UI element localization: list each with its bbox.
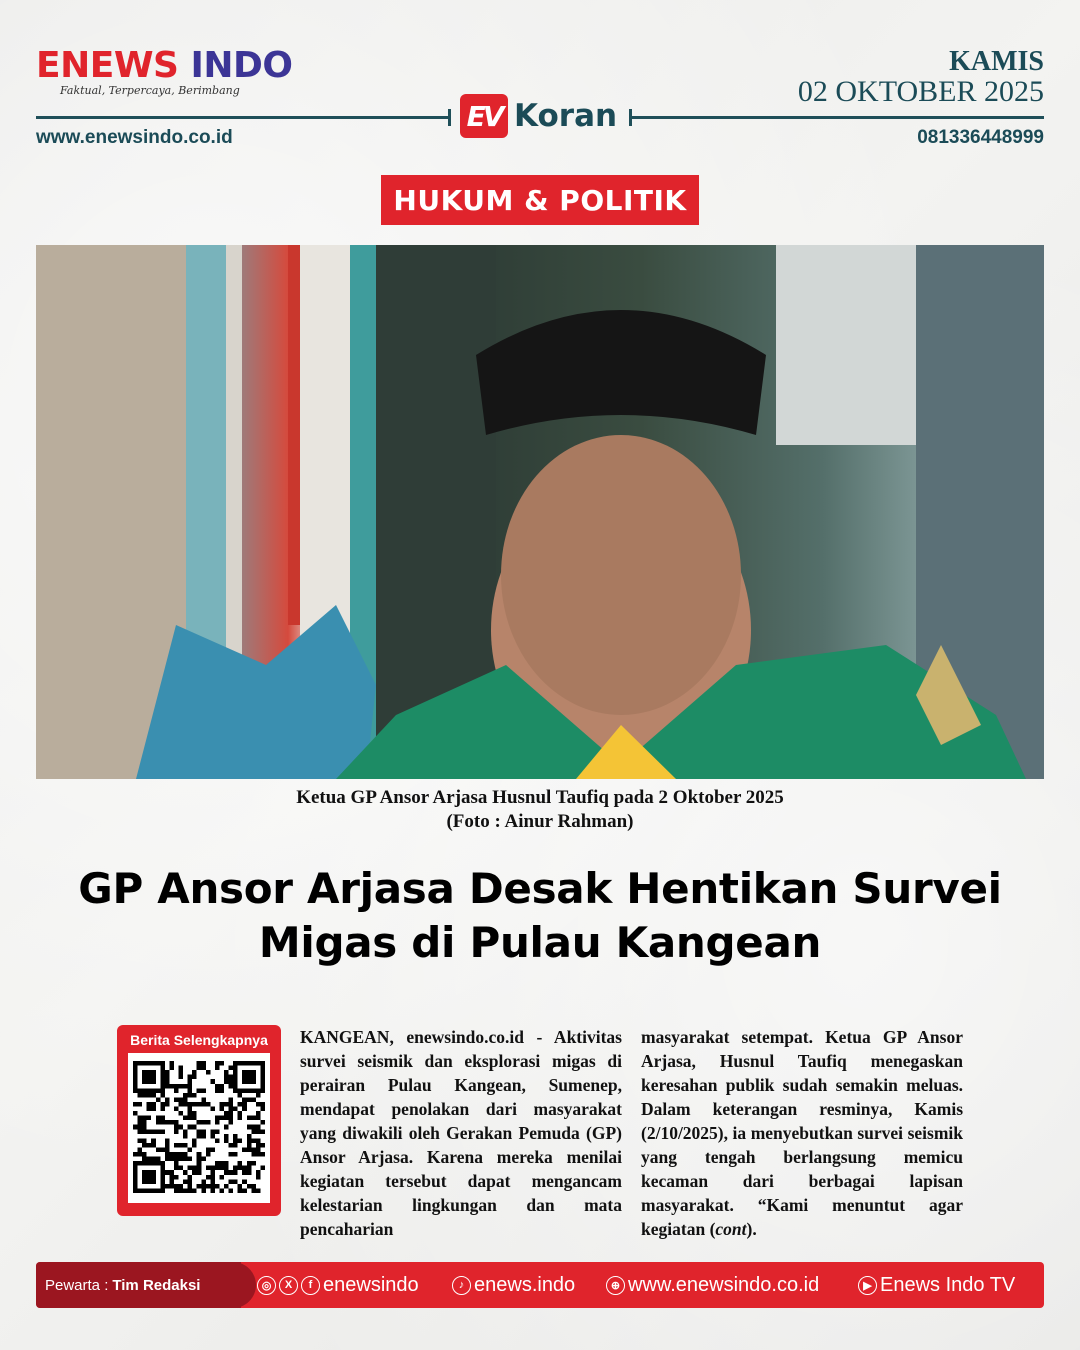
- photo-caption-line1: Ketua GP Ansor Arjasa Husnul Taufiq pada 2 Oktober 2025: [296, 787, 784, 808]
- footer-bar: [36, 1262, 1044, 1308]
- instagram-icon: ◎: [257, 1276, 276, 1295]
- brand-logo: [36, 46, 293, 97]
- article-column-2: masyarakat setempat. Ketua GP Ansor Arjasa, Husnul Taufiq menegaskan keresahan publik sudah semakin meluas. Dalam keterangan resminya, Kamis (2/10/2025), ia menyebutkan survei seismik yang tengah berlangsung memicu kecaman dari berbagai lapisan masyarakat. “Kami menuntut agar kegiatan (cont).: [641, 1027, 963, 1239]
- headline-line2: Migas di Pulau Kangean: [258, 918, 822, 967]
- edition-badge: [460, 94, 617, 138]
- issue-date: [798, 48, 1044, 108]
- pewarta-prefix: Pewarta :: [45, 1276, 109, 1294]
- photo-caption-credit: (Foto : Ainur Rahman): [446, 811, 634, 832]
- edition-label: Koran: [514, 98, 618, 134]
- brand-tagline: Faktual, Terpercaya, Berimbang: [60, 84, 240, 97]
- category-badge: HUKUM & POLITIK: [381, 175, 699, 225]
- qr-label: Berita Selengkapnya: [130, 1032, 268, 1048]
- ev-logo-icon: EV: [460, 94, 508, 138]
- facebook-icon: f: [301, 1276, 320, 1295]
- issue-day: KAMIS: [949, 46, 1044, 77]
- qr-code[interactable]: [128, 1053, 270, 1203]
- footer-social-link[interactable]: [257, 1262, 419, 1308]
- brand-name: [36, 46, 293, 86]
- footer-website: www.enewsindo.co.id: [628, 1273, 820, 1296]
- photo-caption: [36, 786, 1044, 834]
- brand-name-part2: INDO: [190, 45, 293, 86]
- tiktok-icon: ♪: [452, 1276, 471, 1295]
- globe-icon: ⊕: [606, 1276, 625, 1295]
- footer-youtube: Enews Indo TV: [880, 1273, 1016, 1296]
- qr-code-icon: [133, 1061, 265, 1193]
- footer-social-handle: enewsindo: [323, 1273, 419, 1296]
- qr-card[interactable]: [117, 1025, 281, 1216]
- header-rule-cap: [448, 109, 451, 126]
- headline-line1: GP Ansor Arjasa Desak Hentikan Survei: [78, 864, 1002, 913]
- header-rule-left: [36, 116, 448, 119]
- issue-date-text: 02 OKTOBER 2025: [797, 75, 1044, 108]
- header-website-link[interactable]: www.enewsindo.co.id: [36, 127, 233, 148]
- pewarta-label: [36, 1262, 241, 1308]
- footer-website-link[interactable]: [606, 1262, 819, 1308]
- footer-tiktok-link[interactable]: [452, 1262, 575, 1308]
- article-photo: [36, 245, 1044, 779]
- article-headline: [30, 862, 1050, 970]
- pewarta-name: Tim Redaksi: [112, 1276, 201, 1294]
- footer-tiktok-handle: enews.indo: [474, 1273, 576, 1296]
- article-column-2-end: ).: [746, 1219, 757, 1239]
- article-column-1: KANGEAN, enewsindo.co.id - Aktivitas survei seismik dan eksplorasi migas di perairan Pulau Kangean, Sumenep, mendapat penolakan dari masyarakat yang diwakili oleh Gerakan Pemuda (GP) Ansor Arjasa. Karena mereka menilai kegiatan tersebut dapat mengancam kelestarian lingkungan dan mata pencaharian: [300, 1027, 622, 1239]
- article-column-2-text: masyarakat setempat. Ketua GP Ansor Arjasa, Husnul Taufiq menegaskan keresahan publik sudah semakin meluas. Dalam keterangan resminya, Kamis (2/10/2025), ia menyebutkan survei seismik yang tengah berlangsung memicu kecaman dari berbagai lapisan masyarakat. “Kami menuntut agar kegiatan: [641, 1027, 963, 1239]
- footer-youtube-link[interactable]: [858, 1262, 1015, 1308]
- brand-name-part1: ENEWS: [36, 45, 179, 86]
- header-rule-right: [632, 116, 1044, 119]
- x-icon: X: [279, 1276, 298, 1295]
- header-rule-cap: [629, 109, 632, 126]
- youtube-icon: ▶: [858, 1276, 877, 1295]
- header-phone: 081336448999: [917, 127, 1044, 148]
- article-continued-marker: cont: [715, 1219, 747, 1239]
